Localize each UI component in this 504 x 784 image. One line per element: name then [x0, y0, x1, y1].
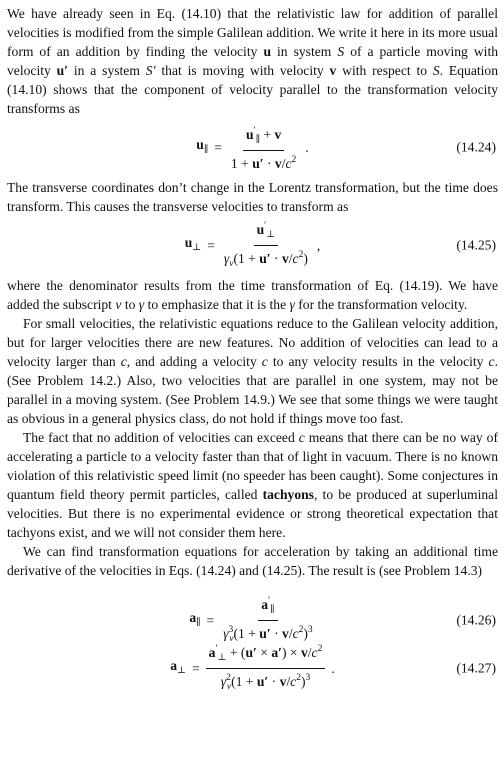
acceleration-equations — [7, 596, 498, 692]
paragraph-acceleration: We can find transformation equations for acceleration by taking an additional time derivative of the velocities in Eqs. (14.24) and (14.25). The result is (see Problem 14.3) — [7, 544, 498, 578]
paragraph-velocity-addition: We have already seen in Eq. (14.10) that the relativistic law for addition of parallel velocities is modified from the simple Galilean addition. We write it here in its more usual form of an addition by finding the velocity u in system S of a particle moving with velocity u′ in a system S′ that is moving with velocity v with respect to S. Equation (14.10) shows that the component of velocity parallel to the transformation velocity transforms as — [7, 6, 499, 116]
equation-14-25: $u_\perp$ = $\frac{u'_\perp}{\gamma_v(1 + u' \cdot v/c^2)}$ , (14.25) — [7, 222, 498, 268]
equation-number-14-24: (14.24) — [456, 139, 496, 155]
equation-14-26: $a_\parallel$ = $\frac{a'_\parallel}{\gamma^3_v(1 + u' \cdot v/c^2)^3}$ (14.26) — [7, 596, 498, 644]
equation-number-14-26: (14.26) — [456, 612, 496, 628]
equation-14-24: $u_\parallel$ = $\frac{u'_\parallel + v}{1 + u' \cdot v/c^2}$ . (14.24) — [7, 124, 498, 170]
paragraph-speed-limit: The fact that no addition of velocities can exceed c means that there can be no way of accelerating a particle to a velocity faster than that of light in vacuum. There is no known violation of this relativistic speed limit (no speeder has been caught). Some conjectures in quantum field theory permit particles, called tachyons, to be produced at superluminal velocities. But there is no experimental evidence or strong theoretical expectation that tachyons exist, and we will not consider them here. — [7, 430, 499, 540]
equation-number-14-25: (14.25) — [456, 237, 496, 253]
paragraph-transverse: The transverse coordinates don’t change in the Lorentz transformation, but the time does transform. This causes the transverse velocities to transform as — [7, 180, 498, 214]
paragraph-denominator: where the denominator results from the time transformation of Eq. (14.19). We have added the subscript v to γ to emphasize that it is the γ for the transformation velocity. — [7, 278, 498, 312]
term-tachyons: tachyons — [262, 487, 314, 502]
paragraph-small-velocities: For small velocities, the relativistic equations reduce to the Galilean velocity addition, but for larger velocities there are new features. No addition of velocities can lead to a velocity larger than c, and adding a velocity c to any velocity results in the velocity c. (See Problem 14.2.) Also, two velocities that are parallel in one system, may not be parallel in a moving system. (See Problem 14.9.) We see that some things we were taught as obvious in a general physics class, do not hold if things move too fast. — [7, 316, 498, 426]
equation-14-27: $a_\perp$ = $\frac{a'_\perp + (u' \times a') \times v/c^2}{\gamma^2_v(1 + u' \cdot v/c^2)^3}$ . (14.27) — [7, 644, 498, 692]
equation-number-14-27: (14.27) — [456, 660, 496, 676]
